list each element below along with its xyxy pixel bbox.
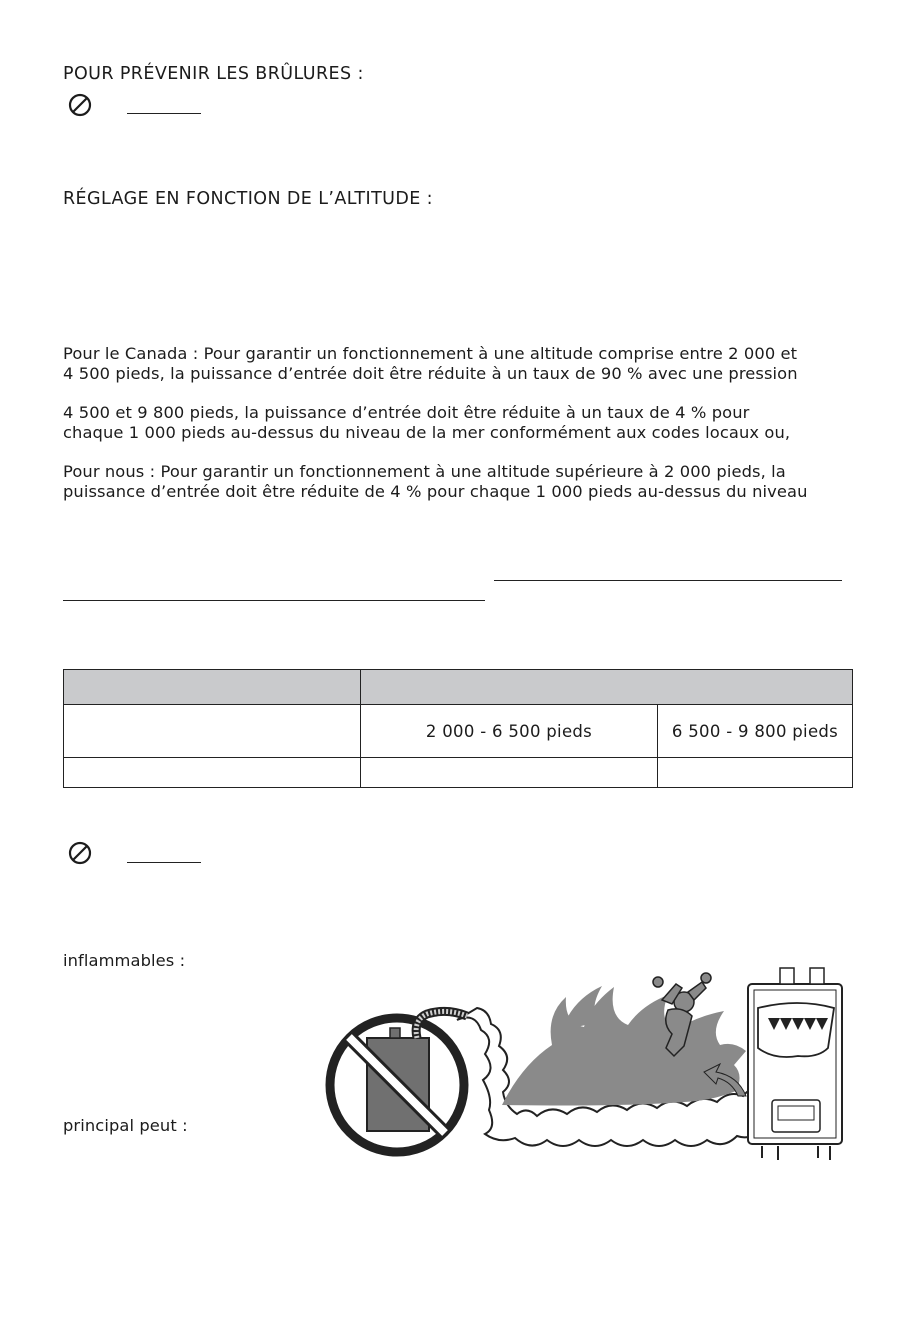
canada-line-1: Pour le Canada : Pour garantir un fonctionnement à une altitude comprise entre 2 000 et	[63, 344, 798, 363]
flame-icon	[502, 986, 746, 1106]
warning-underline	[127, 862, 201, 863]
prohibition-icon	[67, 840, 93, 866]
canada-line-3: 4 500 et 9 800 pieds, la puissance d’entrée doit être réduite à un taux de 4 % pour	[63, 403, 750, 422]
gas-can-icon	[330, 1011, 467, 1152]
table-header-cell	[361, 670, 853, 705]
prohibition-icon	[67, 92, 93, 118]
table-cell	[64, 705, 361, 758]
table-subheader-row	[64, 705, 853, 758]
underline-segment-2	[63, 600, 485, 601]
table-cell	[361, 758, 658, 788]
altitude-range-2: 6 500 - 9 800 pieds	[658, 705, 853, 758]
flammables-label: inflammables :	[63, 951, 186, 970]
warning-underline	[127, 113, 201, 114]
main-label: principal peut :	[63, 1116, 188, 1135]
us-line-2: puissance d’entrée doit être réduite de 4 % pour chaque 1 000 pieds au-dessus du niveau	[63, 482, 808, 501]
us-line-1: Pour nous : Pour garantir un fonctionnement à une altitude supérieure à 2 000 pieds, la	[63, 462, 786, 481]
altitude-table	[63, 669, 853, 788]
canada-line-4: chaque 1 000 pieds au-dessus du niveau de la mer conformément aux codes locaux ou,	[63, 423, 791, 442]
table-header-row	[64, 670, 853, 705]
underline-segment-1	[494, 580, 842, 581]
table-header-cell	[64, 670, 361, 705]
flammable-vapors-illustration	[322, 960, 852, 1166]
table-cell	[658, 758, 853, 788]
canada-line-2: 4 500 pieds, la puissance d’entrée doit être réduite à un taux de 90 % avec une pression	[63, 364, 798, 383]
altitude-range-1: 2 000 - 6 500 pieds	[361, 705, 658, 758]
altitude-heading: RÉGLAGE EN FONCTION DE L’ALTITUDE :	[63, 189, 433, 209]
table-cell	[64, 758, 361, 788]
burns-heading: POUR PRÉVENIR LES BRÛLURES :	[63, 64, 364, 84]
table-row	[64, 758, 853, 788]
